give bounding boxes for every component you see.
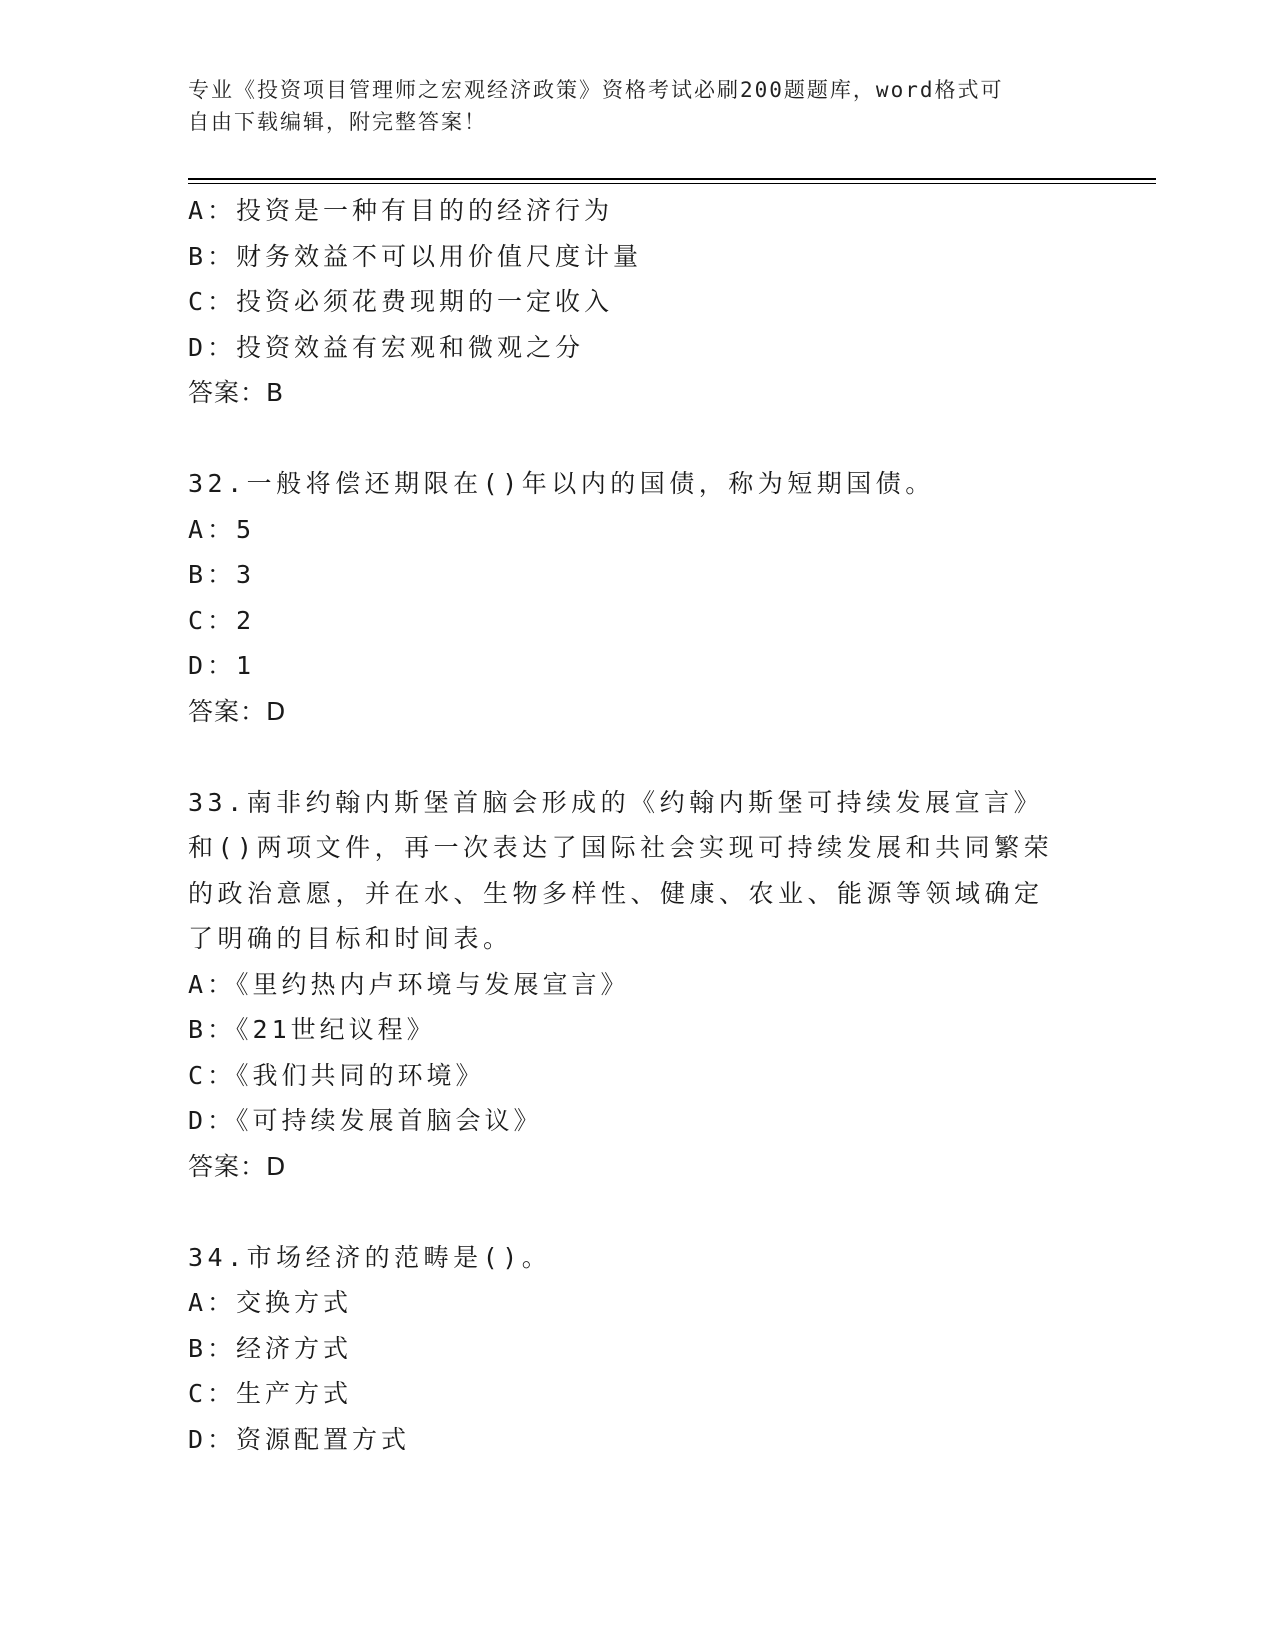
question-33 <box>188 780 1088 1190</box>
header-divider <box>188 178 1156 184</box>
option-c: C：投资必须花费现期的一定收入 <box>188 287 614 316</box>
answer: 答案：B <box>188 378 285 407</box>
question-stem: 33.南非约翰内斯堡首脑会形成的《约翰内斯堡可持续发展宣言》和()两项文件，再一次表达了国际社会实现可持续发展和共同繁荣的政治意愿，并在水、生物多样性、健康、农业、能源等领域确定了明确的目标和时间表。 <box>188 787 1054 953</box>
spacer <box>188 416 1088 462</box>
question-list <box>188 188 1088 1462</box>
option-b: B：财务效益不可以用价值尺度计量 <box>188 241 643 271</box>
option-a: A：投资是一种有目的的经济行为 <box>188 196 614 225</box>
option-d: D：《可持续发展首脑会议》 <box>188 1106 543 1135</box>
option-c: C：《我们共同的环境》 <box>188 1060 485 1090</box>
option-b: B：《21世纪议程》 <box>188 1015 436 1044</box>
header-line-1: 专业《投资项目管理师之宏观经济政策》资格考试必刷200题题库，word格式可 <box>188 78 1004 102</box>
option-b: B：3 <box>188 560 256 589</box>
answer: 答案：D <box>188 1151 287 1181</box>
header-line-2: 自由下载编辑，附完整答案！ <box>188 110 487 134</box>
spacer <box>188 734 1088 780</box>
question-31 <box>188 188 1088 416</box>
option-c: C：2 <box>188 605 256 635</box>
question-stem: 34.市场经济的范畴是()。 <box>188 1242 552 1272</box>
question-32 <box>188 461 1088 734</box>
answer: 答案：D <box>188 696 287 726</box>
spacer <box>188 1189 1088 1235</box>
option-c: C：生产方式 <box>188 1379 353 1408</box>
option-d: D：投资效益有宏观和微观之分 <box>188 332 585 362</box>
option-a: A：《里约热内卢环境与发展宣言》 <box>188 969 630 999</box>
option-a: A：5 <box>188 514 256 544</box>
option-b: B：经济方式 <box>188 1333 353 1363</box>
option-a: A：交换方式 <box>188 1288 353 1317</box>
document-header <box>188 74 1068 138</box>
question-34 <box>188 1235 1088 1463</box>
question-stem: 32.一般将偿还期限在()年以内的国债，称为短期国债。 <box>188 469 935 498</box>
option-d: D：1 <box>188 651 256 680</box>
option-d: D：资源配置方式 <box>188 1424 411 1454</box>
